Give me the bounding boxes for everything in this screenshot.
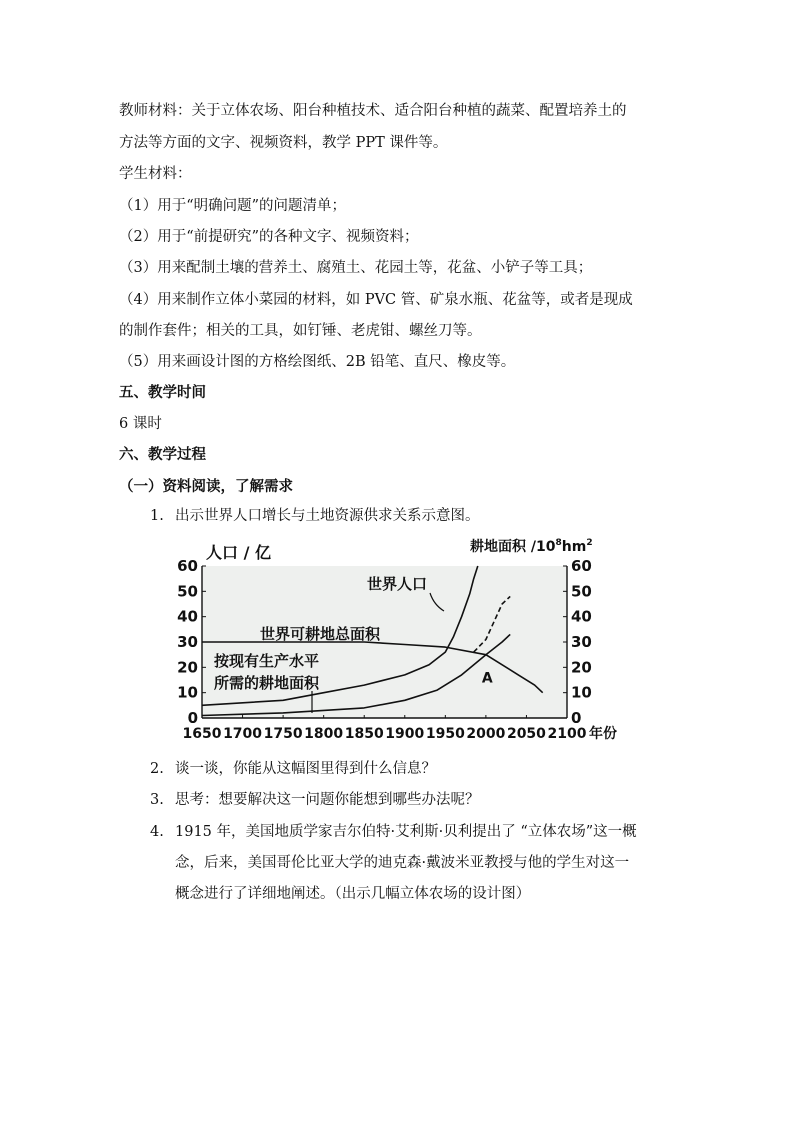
- step-1-text: 出示世界人口增长与土地资源供求关系示意图。: [175, 508, 480, 524]
- step-4-text-line-1: 1915 年，美国地质学家吉尔伯特·艾利斯·贝利提出了 “立体农场”这一概: [175, 824, 637, 840]
- y-tick-label-left: 0: [187, 709, 198, 727]
- intersection-point-label: A: [481, 670, 493, 687]
- teacher-materials-line-1: 教师材料：关于立体农场、阳台种植技术、适合阳台种植的蔬菜、配置培养土的: [119, 103, 627, 119]
- student-material-item-2: （2）用于“前提研究”的各种文字、视频资料；: [119, 229, 419, 245]
- student-material-item-4: （4）用来制作立体小菜园的材料，如 PVC 管、矿泉水瓶、花盆等，或者是现成: [119, 292, 633, 308]
- x-tick-label: 1850: [344, 726, 384, 742]
- student-material-item-5: （5）用来画设计图的方格绘图纸、2B 铅笔、直尺、橡皮等。: [119, 354, 516, 370]
- y-tick-label-right: 40: [571, 607, 592, 626]
- x-tick-label: 1750: [263, 726, 303, 742]
- y-axis-title-right: [470, 538, 593, 555]
- y-axis-title-right-part: 8: [555, 538, 562, 548]
- section-5-heading: 五、教学时间: [119, 384, 206, 401]
- student-material-item-3: （3）用来配制土壤的营养土、腐殖土、花园土等，花盆、小铲子等工具；: [119, 260, 593, 276]
- y-axis-title-right-part: hm: [561, 539, 587, 555]
- step-3-text: 思考：想要解决这一问题你能想到哪些办法呢？: [175, 792, 480, 808]
- student-materials-heading: 学生材料：: [119, 166, 192, 182]
- y-tick-label-right: 20: [571, 658, 592, 677]
- y-axis-title-left: 人口 / 亿: [206, 543, 271, 562]
- step-4-text-line-2: 念，后来，美国哥伦比亚大学的迪克森·戴波米亚教授与他的学生对这一: [175, 855, 630, 871]
- y-tick-label-right: 60: [571, 557, 592, 575]
- population-farmland-chart: [172, 531, 617, 747]
- section-6-heading: 六、教学过程: [119, 446, 206, 463]
- x-tick-label: 2050: [506, 726, 546, 742]
- y-tick-label-left: 40: [177, 607, 198, 626]
- teacher-materials-line-2: 方法等方面的文字、视频资料，教学 PPT 课件等。: [119, 135, 448, 151]
- y-axis-title-right-part: 耕地面积 /10: [470, 539, 556, 555]
- x-tick-label: 2100: [547, 726, 587, 742]
- series-label-required-line-1: 按现有生产水平: [214, 652, 320, 670]
- y-tick-label-right: 10: [571, 683, 592, 702]
- x-axis-title: 年份: [589, 726, 617, 742]
- series-label-required-line-2: 所需的耕地面积: [214, 674, 320, 692]
- x-tick-label: 1800: [304, 726, 344, 742]
- x-tick-label: 1900: [385, 726, 425, 742]
- student-material-item-1: （1）用于“明确问题”的问题清单；: [119, 198, 347, 214]
- y-tick-label-left: 20: [177, 658, 198, 677]
- y-axis-title-right-part: 2: [586, 538, 593, 548]
- step-3-number: 3.: [150, 792, 164, 808]
- series-label-population: 世界人口: [367, 575, 428, 593]
- section-5-content: 6 课时: [119, 416, 162, 432]
- step-2-number: 2.: [150, 761, 164, 777]
- y-tick-label-left: 50: [177, 582, 198, 601]
- step-1-number: 1.: [150, 508, 164, 524]
- series-label-arable-land: 世界可耕地总面积: [260, 625, 381, 643]
- section-6-subheading: （一）资料阅读，了解需求: [119, 478, 293, 495]
- y-tick-label-left: 10: [177, 683, 198, 702]
- x-tick-label: 1650: [182, 726, 222, 742]
- y-tick-label-left: 30: [177, 633, 198, 651]
- step-4-number: 4.: [150, 824, 164, 840]
- student-material-item-4-cont: 的制作套件；相关的工具，如钉锤、老虎钳、螺丝刀等。: [119, 323, 482, 339]
- step-2-text: 谈一谈，你能从这幅图里得到什么信息？: [175, 761, 436, 777]
- y-tick-label-right: 50: [571, 582, 592, 601]
- y-tick-label-left: 60: [177, 557, 198, 575]
- x-tick-label: 2000: [466, 726, 506, 742]
- y-tick-label-right: 0: [571, 709, 582, 727]
- x-tick-label: 1950: [425, 726, 465, 742]
- y-tick-label-right: 30: [571, 633, 592, 651]
- step-4-text-line-3: 概念进行了详细地阐述。（出示几幅立体农场的设计图）: [175, 886, 531, 902]
- x-tick-label: 1700: [223, 726, 263, 742]
